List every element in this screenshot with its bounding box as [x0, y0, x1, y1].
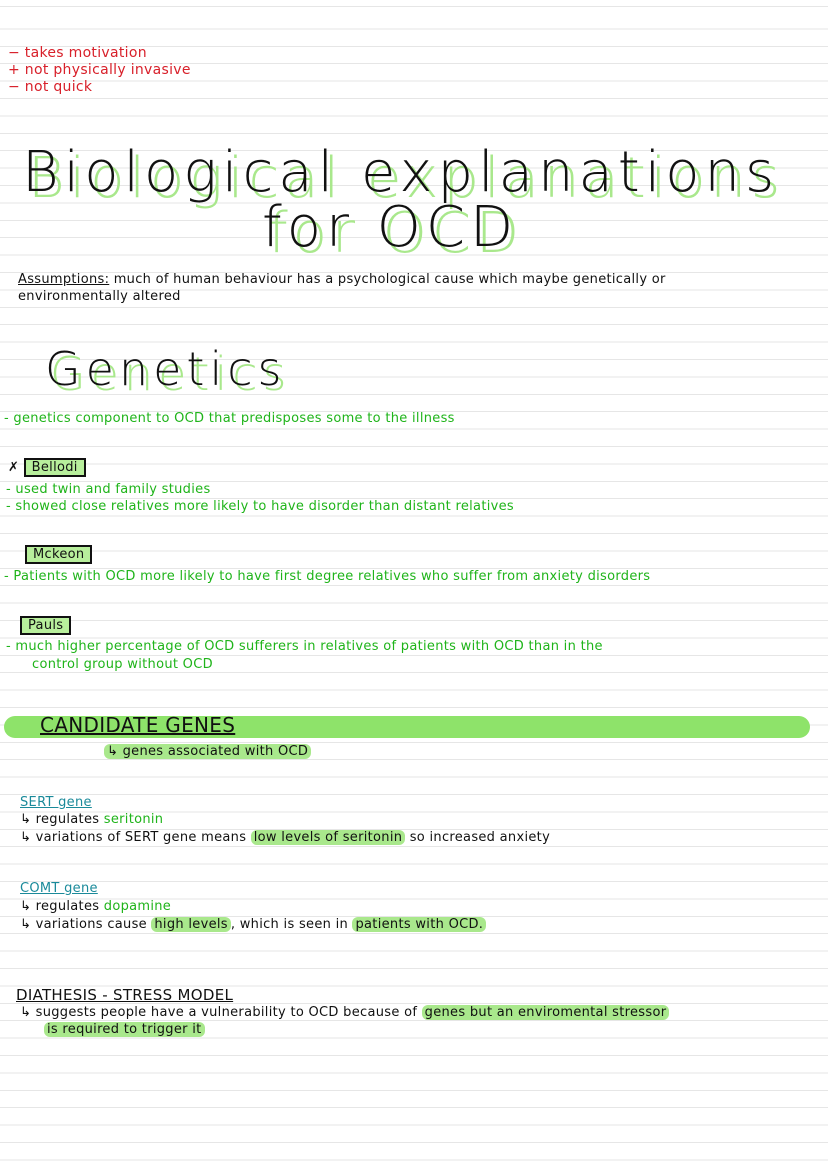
diathesis-line2	[44, 1022, 205, 1037]
star-icon: ✗	[8, 460, 20, 475]
study-pauls	[20, 618, 71, 633]
comt-line2	[20, 917, 486, 932]
text: , which is seen in	[230, 917, 349, 932]
page-title-line1: Biological explanations	[22, 140, 780, 205]
study-name: Mckeon	[25, 545, 92, 564]
assumptions-line2: environmentally altered	[18, 289, 181, 304]
eval-text: not quick	[24, 79, 93, 95]
study-point: - much higher percentage of OCD sufferers in relatives of patients with OCD than in the	[6, 639, 603, 654]
assumptions-text: much of human behaviour has a psychological cause which maybe genetically or	[113, 272, 666, 287]
study-name: Bellodi	[24, 458, 86, 477]
eval-item	[8, 62, 191, 78]
text: patients with OCD.	[352, 917, 486, 932]
text: low levels of seritonin	[251, 830, 406, 845]
study-point: - Patients with OCD more likely to have first degree relatives who suffer from anxiety disorders	[4, 569, 651, 584]
text: seritonin	[103, 812, 164, 827]
sub-text: ↳ genes associated with OCD	[104, 744, 311, 759]
eval-item	[8, 45, 147, 61]
minus-icon: −	[8, 79, 21, 95]
assumptions	[18, 272, 666, 287]
study-point: control group without OCD	[32, 657, 213, 672]
comt-line1	[20, 899, 171, 914]
text: ↳ suggests people have a vulnerability to OCD because of	[20, 1005, 418, 1020]
page-title-line2: for OCD	[262, 195, 519, 260]
candidate-genes-sub	[104, 744, 311, 759]
genetics-intro: - genetics component to OCD that predisposes some to the illness	[4, 411, 455, 426]
eval-text: not physically invasive	[24, 62, 191, 78]
study-bellodi	[8, 460, 86, 475]
sert-line2	[20, 830, 550, 845]
text: high levels	[151, 917, 230, 932]
sert-heading: SERT gene	[20, 795, 92, 810]
text: ↳ variations of SERT gene means	[20, 830, 247, 845]
diathesis-line1	[20, 1005, 669, 1020]
text: ↳ regulates	[20, 812, 100, 827]
study-point: - showed close relatives more likely to have disorder than distant relatives	[6, 499, 514, 514]
text: ↳ regulates	[20, 899, 100, 914]
text: dopamine	[103, 899, 172, 914]
study-point: - used twin and family studies	[6, 482, 211, 497]
eval-text: takes motivation	[24, 45, 147, 61]
minus-icon: −	[8, 45, 21, 61]
assumptions-label: Assumptions:	[18, 272, 110, 287]
text: so increased anxiety	[409, 830, 551, 845]
diathesis-heading: DIATHESIS - STRESS MODEL	[16, 986, 234, 1004]
comt-heading: COMT gene	[20, 881, 98, 896]
candidate-genes-heading: CANDIDATE GENES	[40, 713, 236, 737]
sert-line1	[20, 812, 163, 827]
text: genes but an enviromental stressor	[422, 1005, 670, 1020]
eval-item	[8, 79, 92, 95]
study-name: Pauls	[20, 616, 71, 635]
genetics-heading: Genetics	[45, 342, 287, 396]
plus-icon: +	[8, 62, 21, 78]
text: is required to trigger it	[44, 1022, 205, 1037]
text: ↳ variations cause	[20, 917, 147, 932]
study-mckeon	[25, 547, 92, 562]
